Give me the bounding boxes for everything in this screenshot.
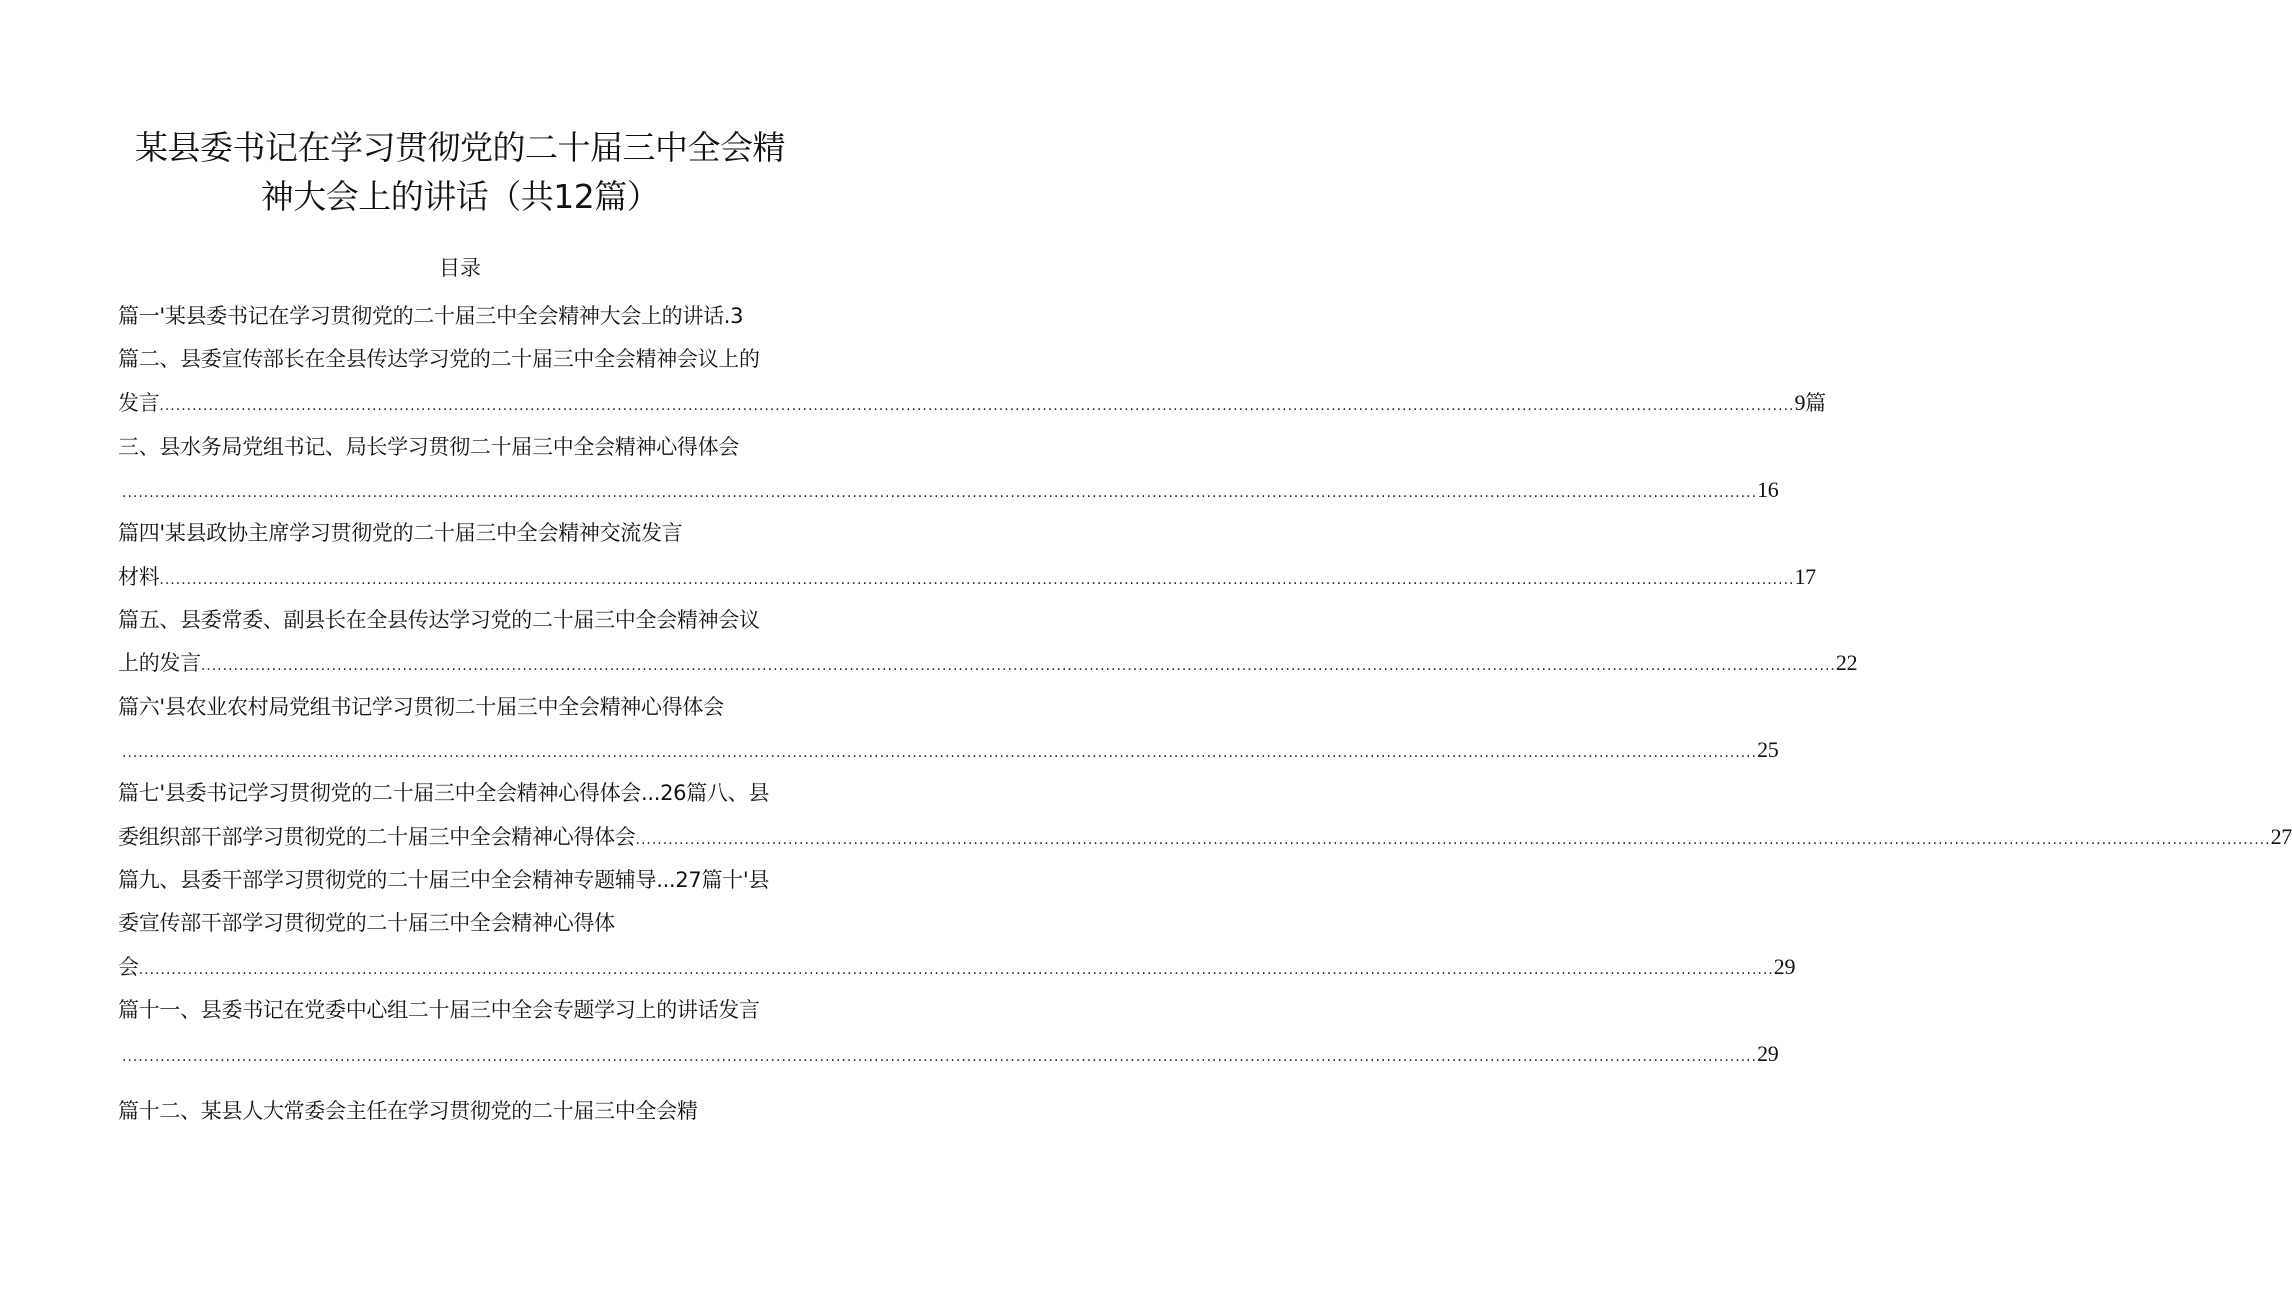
toc-entry-text: 委组织部干部学习贯彻党的二十届三中全会精神心得体会 xyxy=(118,825,636,849)
toc-entry-line[interactable] xyxy=(118,516,828,550)
toc-entry-text: 篇五、县委常委、副县长在全县传达学习党的二十届三中全会精神会议 xyxy=(118,608,760,632)
toc-dot-leader: ............................................................................................................................................................................................................................................................................................................ xyxy=(159,572,1795,588)
toc-entry-line[interactable] xyxy=(118,560,1816,594)
toc-entry-line[interactable] xyxy=(118,820,2292,854)
toc-entry-line[interactable] xyxy=(118,603,828,637)
toc-entry-text: 发言 xyxy=(118,391,160,415)
toc-entry-line[interactable] xyxy=(118,776,828,810)
toc-entry-text: 材料 xyxy=(118,565,160,589)
toc-page-number: 29 xyxy=(1757,1041,1779,1066)
toc-entry-line[interactable] xyxy=(118,1037,1779,1071)
document-title-line-1: 某县委书记在学习贯彻党的二十届三中全会精 xyxy=(135,128,785,167)
toc-entry-line[interactable] xyxy=(118,646,1858,680)
toc-entry-line[interactable] xyxy=(118,993,828,1027)
toc-page-number: 17 xyxy=(1794,564,1816,589)
toc-page-number: 22 xyxy=(1835,650,1858,675)
toc-entry-tail: 篇 xyxy=(1805,391,1826,415)
toc-dot-leader: ............................................................................................................................................................................................................................................................................................................ xyxy=(122,1049,1758,1065)
toc-entry-text: 篇九、县委干部学习贯彻党的二十届三中全会精神专题辅导...27篇十'县 xyxy=(118,868,770,892)
toc-entry-line[interactable] xyxy=(118,299,828,333)
toc-entry-text: 篇六'县农业农村局党组书记学习贯彻二十届三中全会精神心得体会 xyxy=(118,695,724,719)
toc-entry-line[interactable] xyxy=(118,473,1779,507)
toc-entry-line[interactable] xyxy=(118,863,828,897)
toc-entry-text: 上的发言 xyxy=(118,651,201,675)
toc-page-number: 9 xyxy=(1794,390,1806,415)
toc-entry-text: 篇二、县委宣传部长在全县传达学习党的二十届三中全会精神会议上的 xyxy=(118,347,760,371)
toc-entry-line[interactable] xyxy=(118,342,828,376)
toc-entry-line[interactable] xyxy=(118,906,828,940)
toc-entry-line[interactable] xyxy=(118,950,1796,984)
toc-entry-line[interactable] xyxy=(118,386,1826,420)
toc-dot-leader: ............................................................................................................................................................................................................................................................................................................ xyxy=(159,398,1795,414)
toc-dot-leader: ............................................................................................................................................................................................................................................................................................................ xyxy=(200,658,1836,674)
toc-page-number: 16 xyxy=(1757,477,1779,502)
toc-entry-line[interactable] xyxy=(118,1094,828,1128)
toc-entry-line[interactable] xyxy=(118,430,828,464)
toc-dot-leader: ............................................................................................................................................................................................................................................................................................................ xyxy=(138,962,1774,978)
toc-heading: 目录 xyxy=(439,256,481,280)
toc-entry-text: 篇七'县委书记学习贯彻党的二十届三中全会精神心得体会...26篇八、县 xyxy=(118,781,770,805)
toc-dot-leader: ............................................................................................................................................................................................................................................................................................................ xyxy=(122,485,1758,501)
toc-entry-text: 三、县水务局党组书记、局长学习贯彻二十届三中全会精神心得体会 xyxy=(118,435,739,459)
toc-page-number: 29 xyxy=(1773,954,1796,979)
document-title-line-2: 神大会上的讲话（共12篇） xyxy=(260,177,660,216)
toc-page-number: 27 xyxy=(2270,824,2292,849)
toc-entry-text: 委宣传部干部学习贯彻党的二十届三中全会精神心得体 xyxy=(118,911,615,935)
toc-dot-leader: ............................................................................................................................................................................................................................................................................................................ xyxy=(122,745,1758,761)
toc-entry-text: 篇四'某县政协主席学习贯彻党的二十届三中全会精神交流发言 xyxy=(118,521,683,545)
toc-entry-line[interactable] xyxy=(118,733,1779,767)
toc-dot-leader: ............................................................................................................................................................................................................................................................................................................ xyxy=(635,832,2271,848)
toc-entry-text: 篇一'某县委书记在学习贯彻党的二十届三中全会精神大会上的讲话.3 xyxy=(118,304,744,328)
toc-entry-line[interactable] xyxy=(118,690,828,724)
toc-page-number: 25 xyxy=(1757,737,1779,762)
toc-entry-text: 篇十二、某县人大常委会主任在学习贯彻党的二十届三中全会精 xyxy=(118,1099,698,1123)
toc-entry-text: 篇十一、县委书记在党委中心组二十届三中全会专题学习上的讲话发言 xyxy=(118,998,760,1022)
toc-entry-text: 会 xyxy=(118,955,139,979)
